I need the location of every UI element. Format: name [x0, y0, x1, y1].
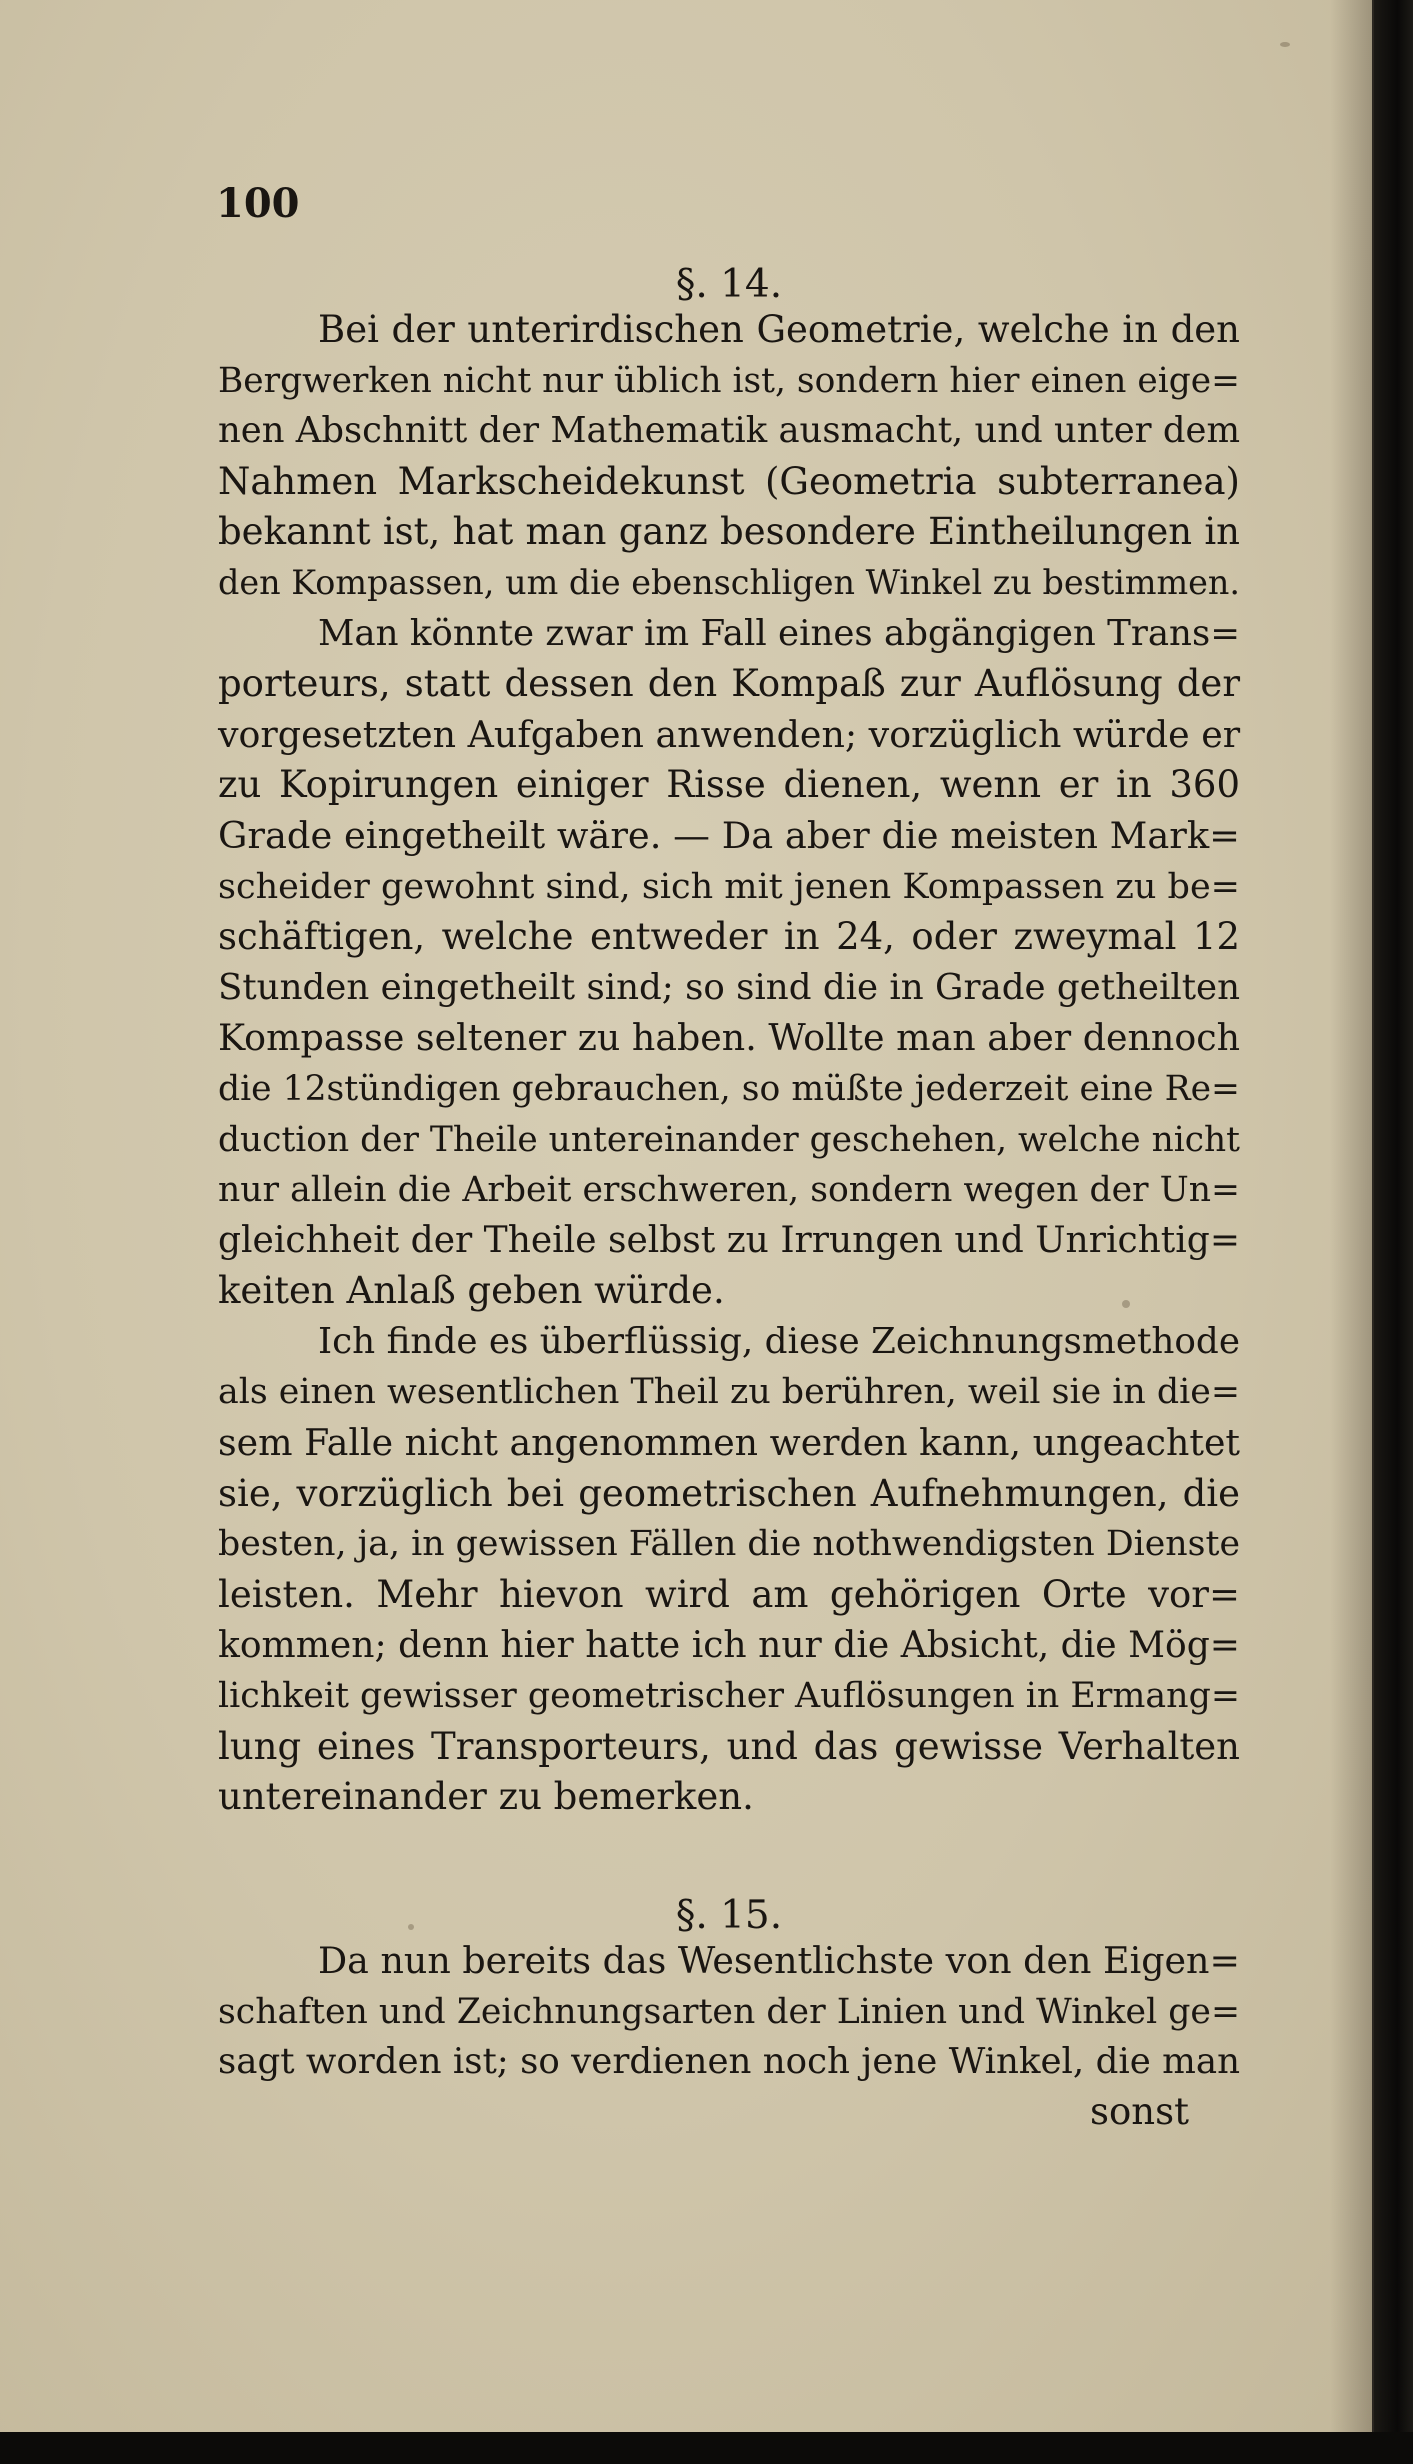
text-line: den Kompassen, um die ebenschligen Winkel zu bestimmen.	[218, 562, 1240, 602]
text-line: Kompasse seltener zu haben. Wollte man aber dennoch	[218, 1016, 1240, 1060]
text-line: Grade eingetheilt wäre. — Da aber die meisten Mark=	[218, 813, 1240, 857]
text-line: Da nun bereits das Wesentlichste von den Eigen=	[318, 1939, 1240, 1982]
text-line: nur allein die Arbeit erschweren, sondern wegen der Un=	[218, 1170, 1240, 1211]
text-line: untereinander zu bemerken.	[218, 1775, 754, 1819]
text-line: sem Falle nicht angenommen werden kann, ungeachtet	[218, 1421, 1240, 1465]
text-line: schäftigen, welche entweder in 24, oder zweymal 12	[218, 915, 1240, 959]
text-line: lung eines Transporteurs, und das gewisse Verhalten	[218, 1724, 1240, 1768]
text-line: Nahmen Markscheidekunst (Geometria subterranea)	[218, 459, 1240, 503]
text-line: duction der Theile untereinander geschehen, welche nicht	[218, 1119, 1240, 1160]
text-line: scheider gewohnt sind, sich mit jenen Kompassen zu be=	[218, 866, 1240, 907]
text-line: lichkeit gewisser geometrischer Auflösungen in Ermang=	[218, 1676, 1240, 1717]
section-heading-14: §. 14.	[675, 262, 783, 307]
text-line: Bergwerken nicht nur üblich ist, sondern hier einen eige=	[218, 360, 1240, 401]
text-line: Ich finde es überflüssig, diese Zeichnungsmethode	[318, 1320, 1240, 1362]
text-line: als einen wesentlichen Theil zu berühren, weil sie in die=	[218, 1372, 1240, 1413]
section-14-text	[218, 305, 1240, 1823]
text-line: leisten. Mehr hievon wird am gehörigen Orte vor=	[218, 1572, 1240, 1616]
paper-speck	[1280, 42, 1290, 47]
text-line: kommen; denn hier hatte ich nur die Absicht, die Mög=	[218, 1624, 1240, 1667]
section-15-text	[218, 1936, 1240, 2088]
text-line: bekannt ist, hat man ganz besondere Eintheilungen in	[218, 510, 1240, 554]
text-line: vorgesetzten Aufgaben anwenden; vorzüglich würde er	[218, 712, 1241, 756]
section-heading-15: §. 15.	[675, 1893, 783, 1938]
page-edge-shadow	[1330, 0, 1372, 2432]
text-line: porteurs, statt dessen den Kompaß zur Auflösung der	[218, 662, 1240, 706]
text-line: gleichheit der Theile selbst zu Irrungen und Unrichtig=	[218, 1219, 1240, 1261]
scan-bottom-border	[0, 2432, 1413, 2464]
text-line: Man könnte zwar im Fall eines abgängigen Trans=	[318, 612, 1241, 654]
text-line: Bei der unterirdischen Geometrie, welche in den	[318, 308, 1240, 351]
text-line: schaften und Zeichnungsarten der Linien und Winkel ge=	[218, 1991, 1240, 2032]
text-line: die 12stündigen gebrauchen, so müßte jederzeit eine Re=	[218, 1068, 1240, 1109]
catchword: sonst	[1090, 2090, 1189, 2133]
text-line: Stunden eingetheilt sind; so sind die in Grade getheilten	[218, 966, 1240, 1008]
page-number: 100	[216, 180, 300, 227]
text-line: besten, ja, in gewissen Fällen die nothwendigsten Dienste	[218, 1524, 1240, 1565]
text-line: sie, vorzüglich bei geometrischen Aufnehmungen, die	[218, 1471, 1240, 1515]
text-line: nen Abschnitt der Mathematik ausmacht, und unter dem	[218, 410, 1240, 452]
text-line: keiten Anlaß geben würde.	[218, 1269, 725, 1313]
text-line: zu Kopirungen einiger Risse dienen, wenn er in 360	[218, 763, 1240, 807]
text-line: sagt worden ist; so verdienen noch jene Winkel, die man	[218, 2041, 1240, 2083]
book-binding-edge	[1374, 0, 1413, 2464]
